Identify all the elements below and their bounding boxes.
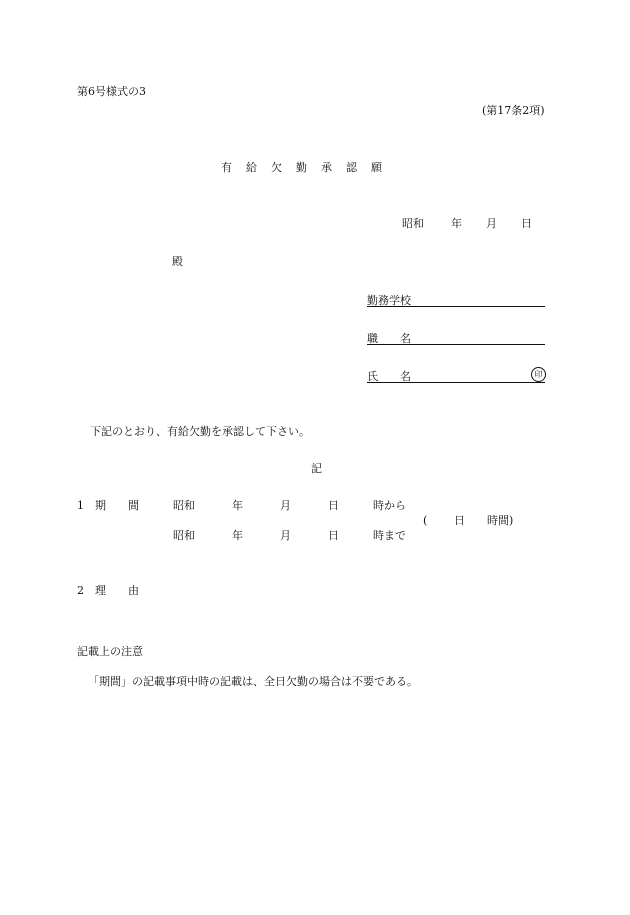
to-day: 日: [328, 529, 339, 542]
notes-heading: 記載上の注意: [77, 645, 143, 658]
to-month: 月: [280, 529, 291, 542]
from-year: 年: [232, 499, 243, 512]
from-hour: 時から: [373, 499, 406, 512]
seal-mark: 印: [531, 367, 546, 382]
date-era: 昭和: [402, 217, 424, 230]
position-field[interactable]: [367, 330, 545, 344]
from-day: 日: [328, 499, 339, 512]
to-hour: 時まで: [373, 529, 406, 542]
period-number: 1: [77, 499, 84, 512]
page-title: 有給欠勤承認願: [221, 161, 396, 174]
duration-day: 日: [454, 514, 465, 527]
date-day: 日: [521, 217, 532, 230]
name-underline: [367, 382, 545, 383]
duration-open: (: [423, 514, 428, 527]
school-label: 勤務学校: [367, 294, 411, 307]
ki-heading: 記: [311, 462, 322, 475]
reason-number: 2: [77, 584, 84, 597]
position-label: 職 名: [367, 332, 411, 345]
date-month: 月: [486, 217, 497, 230]
from-month: 月: [280, 499, 291, 512]
to-era: 昭和: [173, 529, 195, 542]
date-year: 年: [451, 217, 462, 230]
school-underline: [367, 306, 545, 307]
name-field[interactable]: [367, 368, 545, 382]
position-underline: [367, 344, 545, 345]
request-text: 下記のとおり、有給欠勤を承認して下さい。: [90, 425, 310, 438]
regulation-reference: (第17条2項): [482, 104, 545, 117]
school-field[interactable]: [367, 292, 545, 306]
period-label: 期 間: [95, 499, 139, 512]
name-label: 氏 名: [367, 370, 411, 383]
duration-hours: 時間): [487, 514, 514, 527]
reason-label: 理 由: [95, 584, 139, 597]
addressee-honorific: 殿: [172, 255, 183, 268]
notes-text: 「期間」の記載事項中時の記載は、全日欠勤の場合は不要である。: [88, 675, 418, 688]
form-number: 第6号様式の3: [77, 85, 146, 98]
to-year: 年: [232, 529, 243, 542]
from-era: 昭和: [173, 499, 195, 512]
